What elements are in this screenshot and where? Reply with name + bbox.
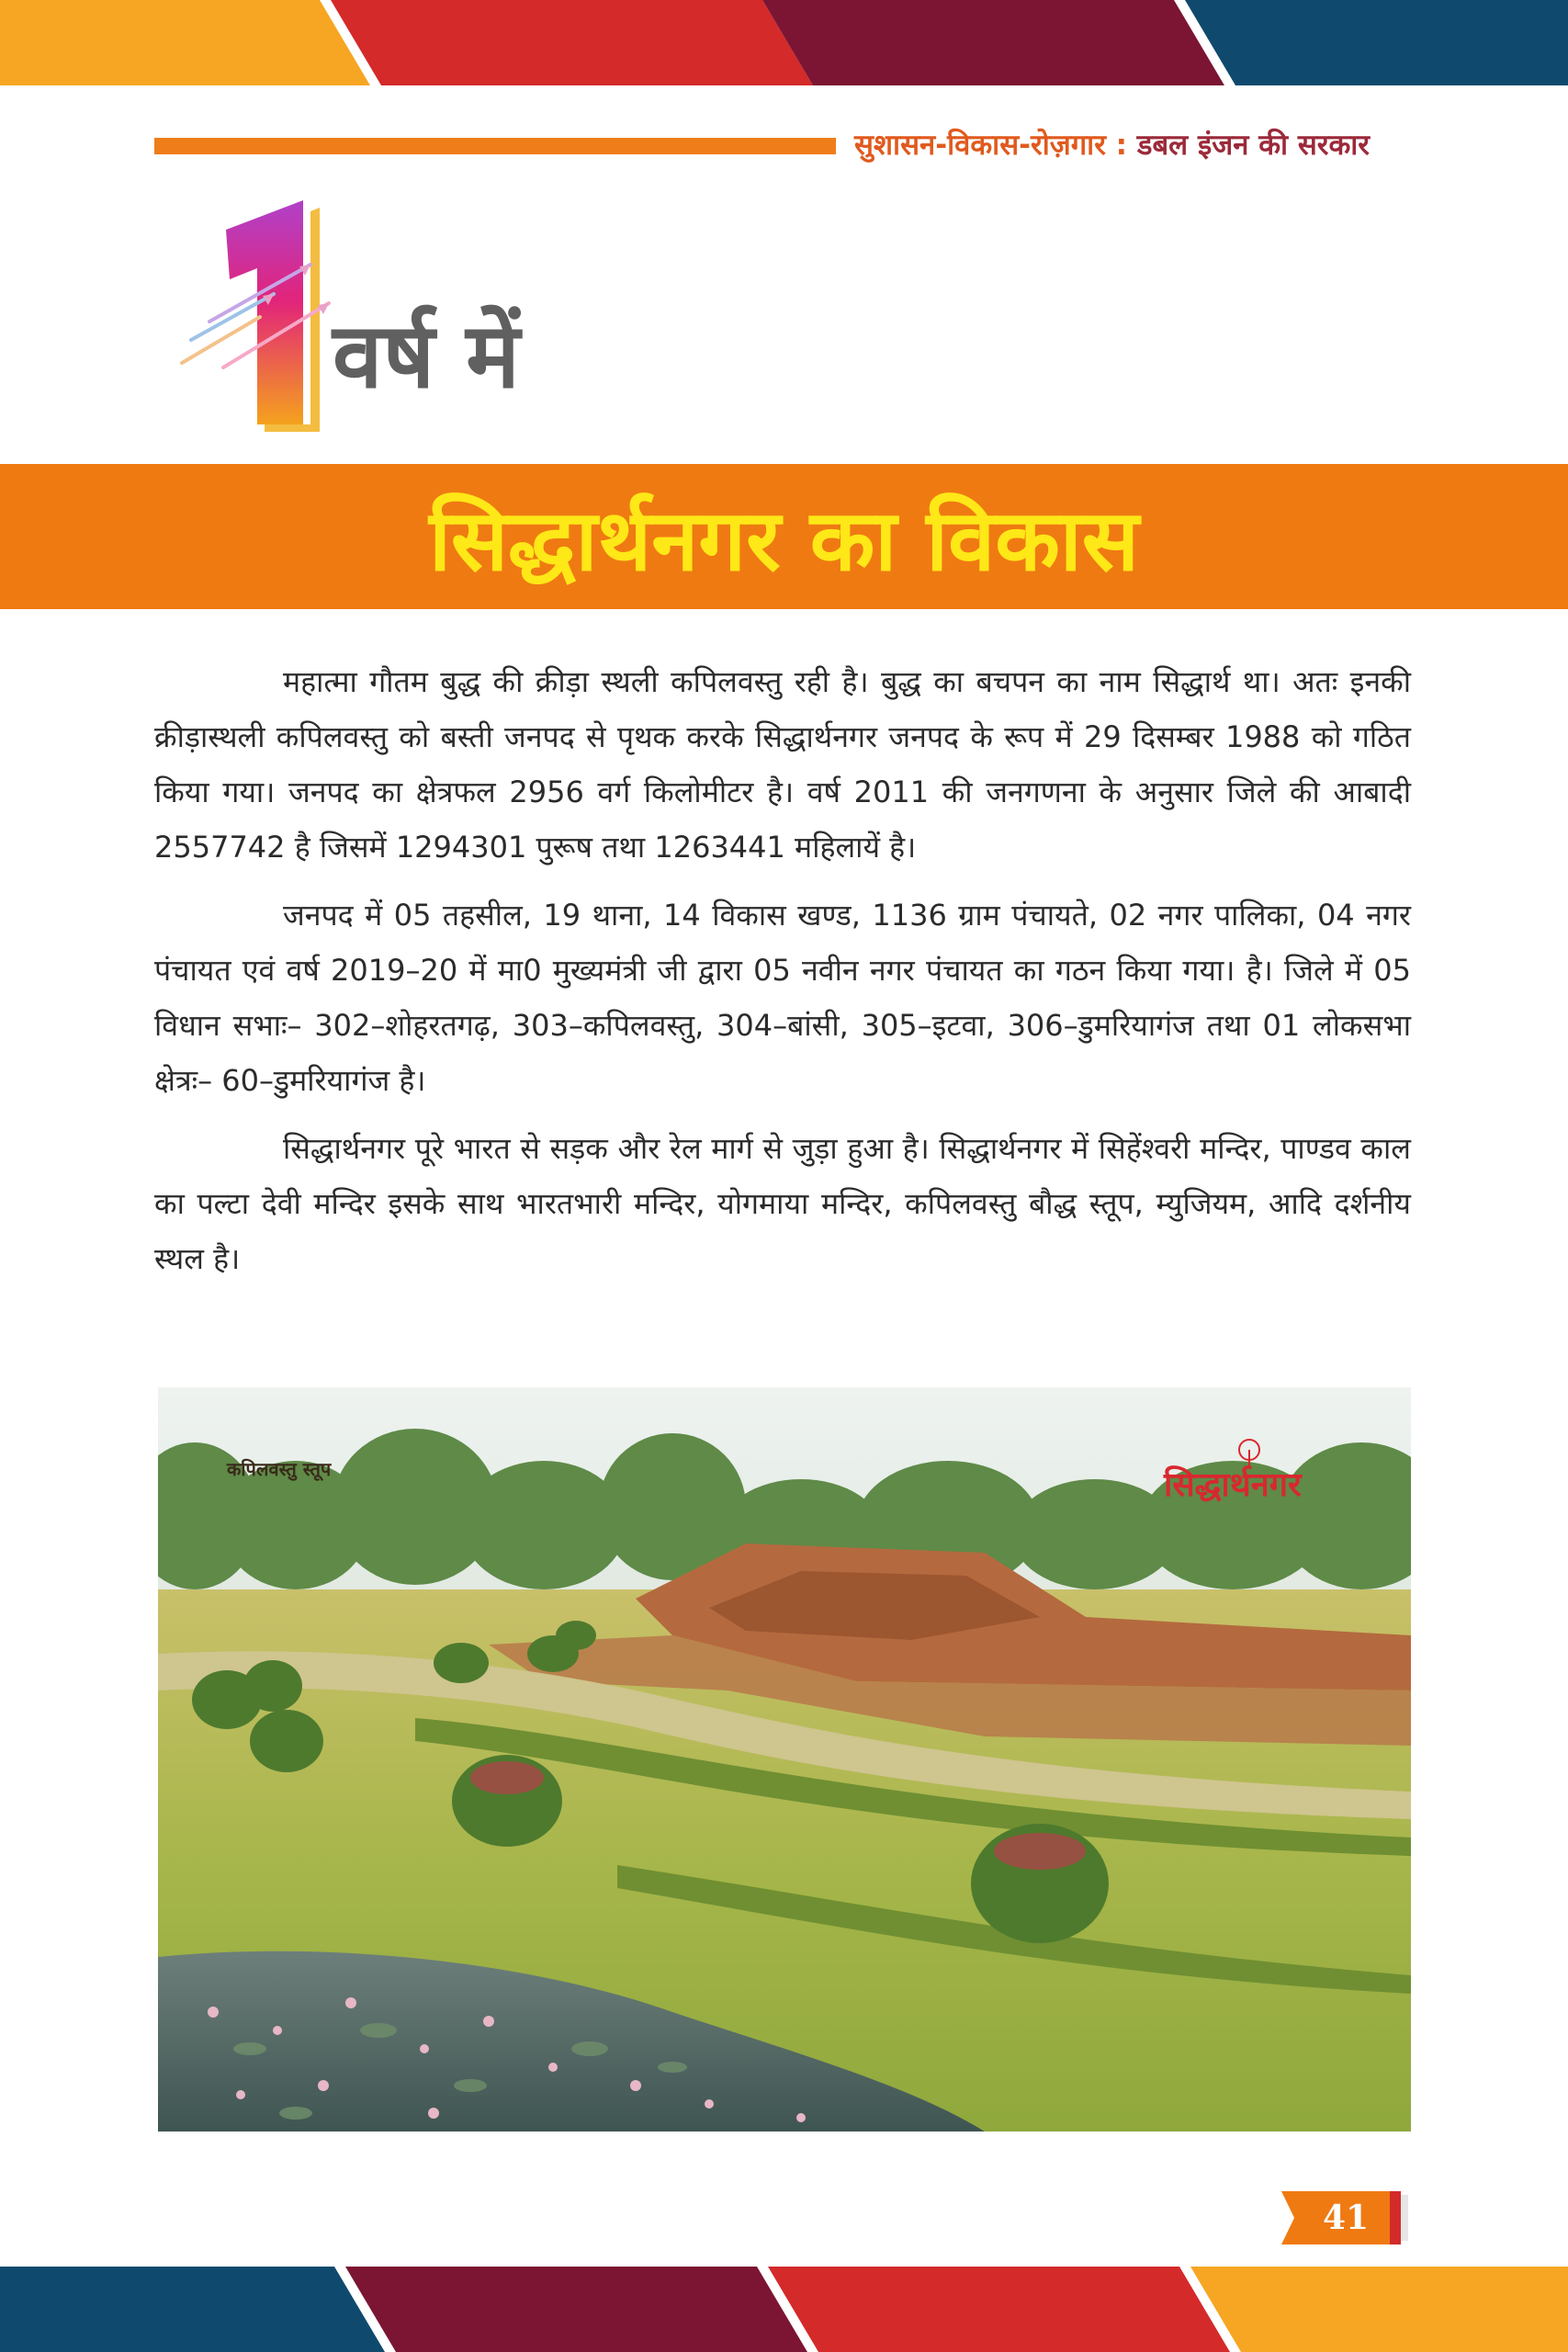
band-amber-segment <box>1185 2267 1568 2352</box>
title-banner <box>0 464 1568 609</box>
header-tagline <box>854 125 1415 165</box>
band-navy-segment <box>0 2267 390 2352</box>
year-label: वर्ष में <box>333 303 520 409</box>
header-rule <box>154 138 836 154</box>
photo-caption: कपिलवस्तु स्तूप <box>227 1458 332 1480</box>
kapilvastu-stupa-photo <box>158 1387 1411 2132</box>
body-text <box>154 654 1411 1299</box>
band-amber-segment <box>0 0 377 85</box>
paragraph: जनपद में 05 तहसील, 19 थाना, 14 विकास खण्ड, 1136 ग्राम पंचायते, 02 नगर पालिका, 04 नगर पंचायत एवं वर्ष 2019–20 में मा0 मुख्यमंत्री जी द्वारा 05 नवीन नगर पंचायत का गठन किया गया। है। जिले में 05 विधान सभाः– 302–शोहरतगढ़, 303–कपिलवस्तु, 304–बांसी, 305–इटवा, 306–डुमरियागंज तथा 01 लोकसभा क्षेत्रः– 60–डुमरियागंज है। <box>154 898 1411 1098</box>
band-red-segment <box>762 2267 1235 2352</box>
header-tagline-part2: डबल इंजन की सरकार <box>1136 129 1370 162</box>
band-maroon-segment <box>340 2267 813 2352</box>
top-decorative-band <box>0 0 1568 85</box>
band-red-segment <box>326 0 813 85</box>
page-title: सिद्धार्थनगर का विकास <box>429 491 1139 590</box>
page-number: 41 <box>1322 2199 1370 2237</box>
paragraph: महात्मा गौतम बुद्ध की क्रीड़ा स्थली कपिलवस्तु रही है। बुद्ध का बचपन का नाम सिद्धार्थ था। अतः इनकी क्रीड़ास्थली कपिलवस्तु को बस्ती जनपद से पृथक करके सिद्धार्थनगर जनपद के रूप में 29 दिसम्बर 1988 को गठित किया गया। जनपद का क्षेत्रफल 2956 वर्ग किलोमीटर है। वर्ष 2011 की जनगणना के अनुसार जिले की आबादी 2557742 है जिसमें 1294301 पुरूष तथा 1263441 महिलायें है। <box>154 664 1411 865</box>
band-navy-segment <box>1180 0 1568 85</box>
band-maroon-segment <box>762 0 1231 85</box>
bottom-decorative-band <box>0 2267 1568 2352</box>
siddharthnagar-logo: सिद्धार्थनगर <box>1164 1466 1302 1504</box>
paragraph: सिद्धार्थनगर पूरे भारत से सड़क और रेल मार्ग से जुड़ा हुआ है। सिद्धार्थनगर में सिहेंश्वरी मन्दिर, पाण्डव काल का पल्टा देवी मन्दिर इसके साथ भारतभारी मन्दिर, योगमाया मन्दिर, कपिलवस्तु बौद्ध स्तूप, म्युजियम, आदि दर्शनीय स्थल है। <box>154 1131 1411 1276</box>
header-tagline-part1: सुशासन-विकास-रोज़गार : <box>854 129 1137 162</box>
arrow-decoration <box>182 265 329 368</box>
